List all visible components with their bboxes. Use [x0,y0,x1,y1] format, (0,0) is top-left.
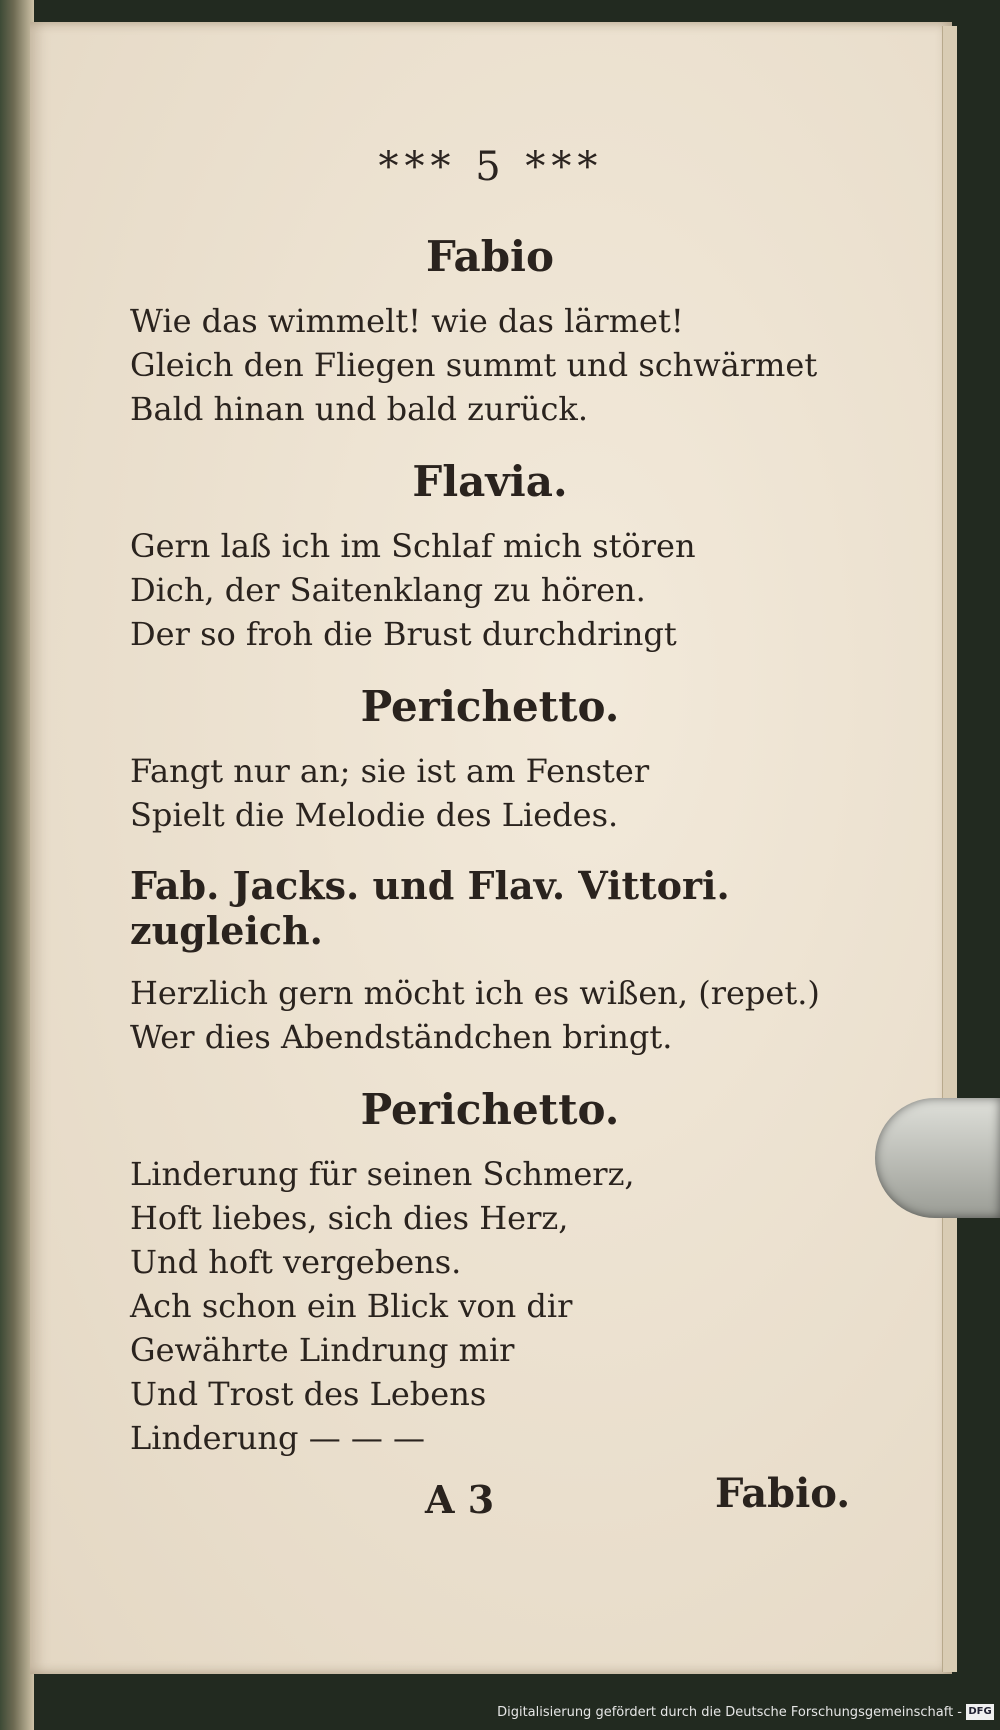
section-perichetto-1 [130,682,850,837]
verse-line: Hoft liebes, sich dies Herz, [130,1199,569,1237]
verse-line: Wer dies Abendständchen bringt. [130,1018,673,1056]
verse-line: Spielt die Melodie des Liedes. [130,796,619,834]
speaker-name: Flavia. [412,457,568,506]
speaker-name: Fabio [425,232,555,281]
verse-line: Gewährte Lindrung mir [130,1331,515,1369]
section-flavia [130,457,850,656]
credit-text: Digitalisierung gefördert durch die Deutsche Forschungsgemeinschaft - [497,1705,962,1720]
verse-line: Der so froh die Brust durchdringt [130,615,677,653]
section-ensemble [130,863,850,1059]
verse-line: Herzlich gern möcht ich es wißen, (repet.) [130,974,820,1012]
page-clip [875,1098,1000,1218]
verse-line: Linderung für seinen Schmerz, [130,1155,635,1193]
book-binding [0,0,34,1730]
page-edge [942,26,957,1672]
verse-line: Bald hinan und bald zurück. [130,390,588,428]
page-header: *** 5 *** [378,144,604,190]
speaker-name: Fab. Jacks. und Flav. Vittori. zugleich. [130,863,730,953]
signature-mark: A 3 [425,1477,495,1522]
verse-line: Gern laß ich im Schlaf mich stören [130,527,696,565]
verse-line: Und Trost des Lebens [130,1375,487,1413]
verse-line: Und hoft vergebens. [130,1243,462,1281]
verse-line: Linderung — — — [130,1419,426,1457]
verse-line: Ach schon ein Blick von dir [130,1287,573,1325]
page-text [130,232,850,1460]
verse-line: Fangt nur an; sie ist am Fenster [130,752,650,790]
verse-line: Wie das wimmelt! wie das lärmet! [130,302,684,340]
section-fabio [130,232,850,431]
verse-line: Dich, der Saitenklang zu hören. [130,571,646,609]
section-perichetto-2 [130,1085,850,1460]
verse-line: Gleich den Fliegen summt und schwärmet [130,346,818,384]
speaker-name: Perichetto. [360,682,620,731]
speaker-name: Perichetto. [360,1085,620,1134]
book-page [30,22,952,1674]
catchword: Fabio. [715,1470,851,1517]
dfg-logo: DFG [966,1704,994,1720]
